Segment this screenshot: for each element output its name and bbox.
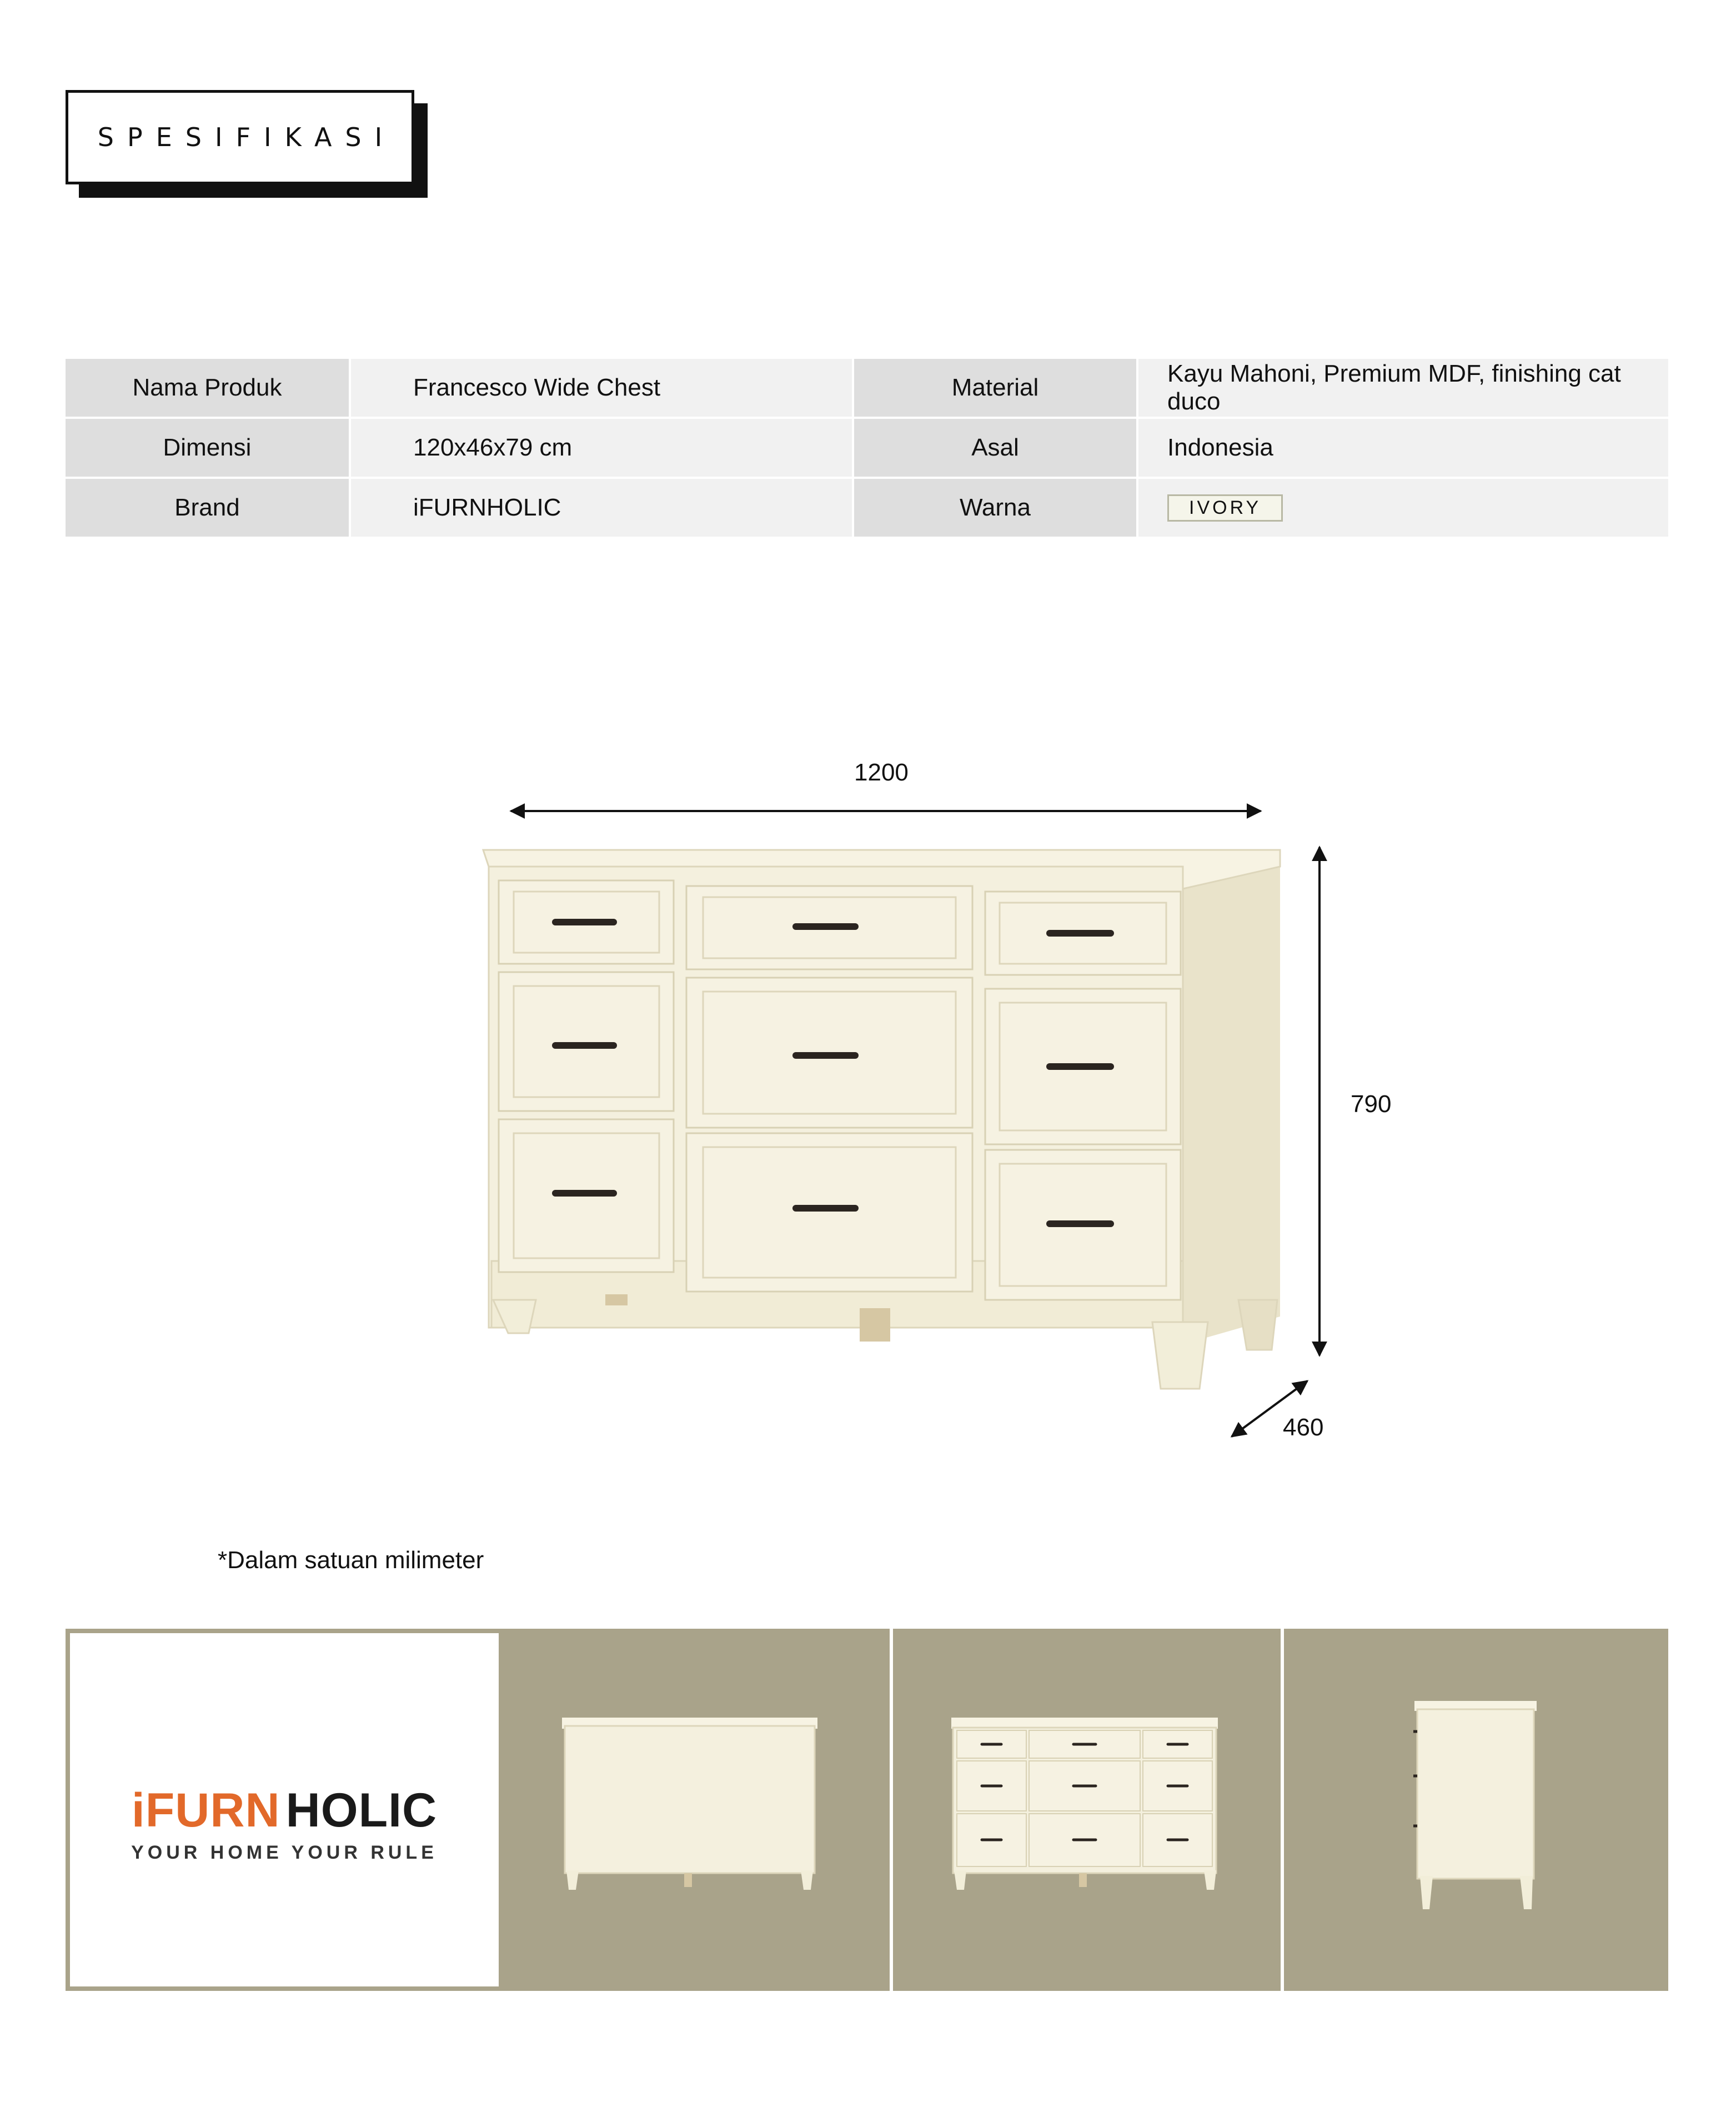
chest-illustration [483, 850, 1280, 1389]
brand-logo: iFURN HOLIC [131, 1784, 438, 1837]
side-view-image [1284, 1629, 1668, 1991]
spec-value: Indonesia [1138, 419, 1668, 477]
spec-value: 120x46x79 cm [351, 419, 852, 477]
color-chip: IVORY [1167, 494, 1283, 522]
spec-label: Dimensi [66, 419, 349, 477]
height-label: 790 [1351, 1090, 1392, 1118]
spec-value: Kayu Mahoni, Premium MDF, finishing cat duco [1138, 359, 1668, 417]
spec-label: Brand [66, 479, 349, 537]
spec-label: Asal [854, 419, 1136, 477]
back-view-image [501, 1629, 890, 1991]
width-label: 1200 [854, 759, 909, 786]
logo-panel [66, 1629, 501, 1991]
brand-tagline: YOUR HOME YOUR RULE [131, 1842, 438, 1863]
unit-footnote: *Dalam satuan milimeter [218, 1547, 484, 1574]
spec-value: Francesco Wide Chest [351, 359, 852, 417]
page-title: SPESIFIKASI [97, 122, 396, 152]
spec-label: Warna [854, 479, 1136, 537]
front-view-panel [893, 1629, 1281, 1991]
side-view-panel [1284, 1629, 1668, 1991]
logo-card [70, 1633, 499, 1986]
spec-value: iFURNHOLIC [351, 479, 852, 537]
back-view-panel [501, 1629, 890, 1991]
spec-label: Material [854, 359, 1136, 417]
depth-label: 460 [1283, 1414, 1324, 1441]
spec-label: Nama Produk [66, 359, 349, 417]
front-view-image [893, 1629, 1281, 1991]
